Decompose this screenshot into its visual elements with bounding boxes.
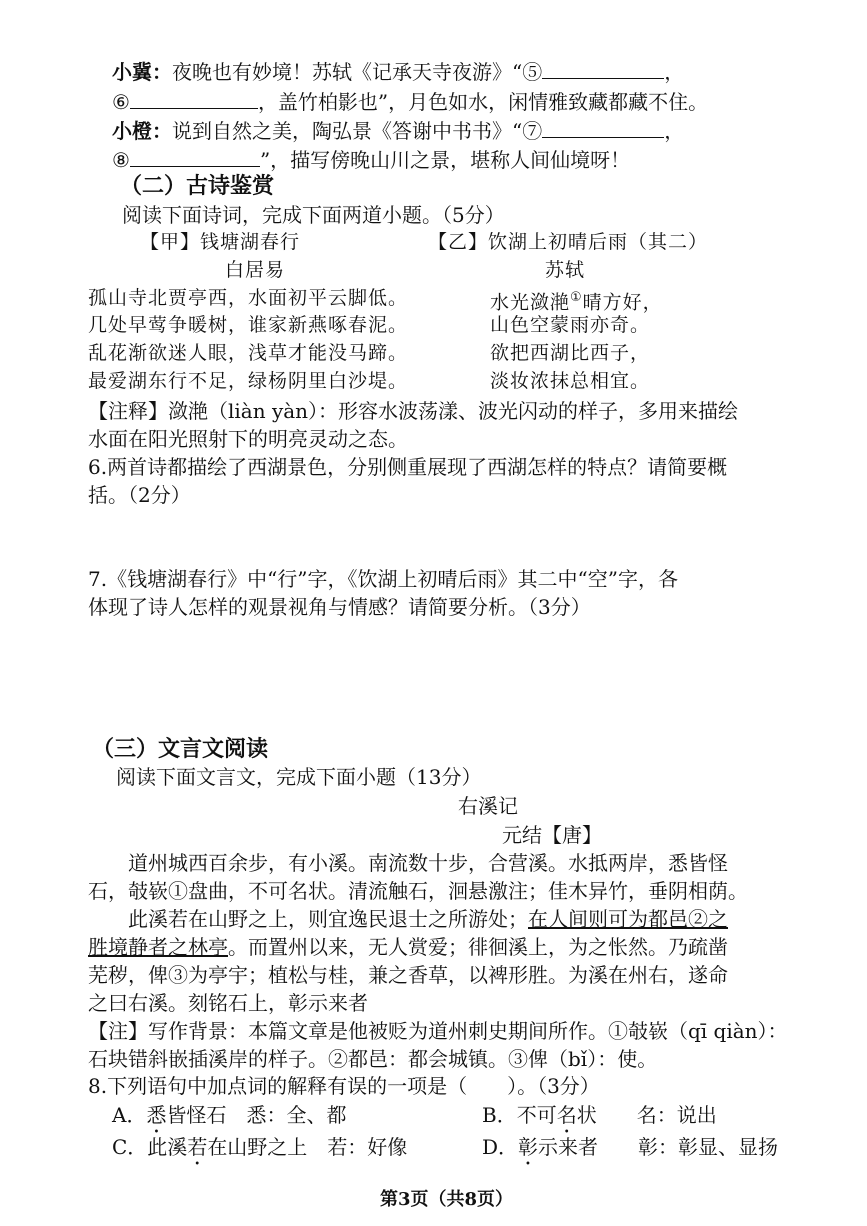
essay-line	[88, 933, 728, 961]
underlined-sentence: 在人间则可为都邑②之	[528, 907, 728, 931]
option-gloss: 彰：彰显、显扬	[638, 1135, 779, 1159]
section-heading-classical: （三）文言文阅读	[92, 736, 269, 762]
option-text: 状	[576, 1103, 597, 1127]
essay-author: 元结【唐】	[502, 823, 602, 847]
answer-blank-6[interactable]	[130, 88, 258, 109]
page-footer: 第3页（共8页）	[380, 1189, 514, 1210]
essay-line: 之曰右溪。刻铭石上，彰示来者	[88, 991, 368, 1015]
essay-line: 道州城西百余步，有小溪。南流数十步，合营溪。水抵两岸，悉皆怪	[128, 851, 728, 875]
poem-text: 水光潋滟	[490, 291, 571, 314]
poem-b-line: 山色空蒙雨亦奇。	[490, 314, 651, 336]
section-heading-poetry: （二）古诗鉴赏	[120, 173, 275, 199]
fill-in-line-3	[112, 117, 684, 145]
option-label: B．不可	[482, 1103, 557, 1127]
blank-number: ⑥	[112, 90, 130, 114]
answer-blank-7[interactable]	[542, 117, 664, 138]
poem-note: 水面在阳光照射下的明亮灵动之态。	[88, 427, 408, 451]
poem-text: 晴方好，	[582, 291, 663, 314]
poem-b-title: 【乙】饮湖上初晴后雨（其二）	[428, 231, 709, 253]
question-8: 8.下列语句中加点词的解释有误的一项是（ ）。（3分）	[88, 1074, 600, 1098]
fill-in-text: ”，描写傍晚山川之景，堪称人间仙境呀！	[259, 148, 631, 172]
question-6: 6.两首诗都描绘了西湖景色，分别侧重展现了西湖怎样的特点？请简要概	[88, 455, 728, 479]
fill-in-line-1	[112, 58, 684, 86]
option-text: 皆怪石	[166, 1103, 227, 1127]
blank-number: ⑧	[112, 148, 130, 172]
option-text: 示来者	[538, 1135, 599, 1159]
essay-line	[128, 905, 728, 933]
poem-b-line: 欲把西湖比西子，	[490, 342, 651, 364]
instruction: 阅读下面文言文，完成下面小题（13分）	[116, 765, 482, 789]
underlined-sentence: 胜境静者之林亭	[88, 935, 228, 959]
poem-a-line: 乱花渐欲迷人眼，浅草才能没马蹄。	[88, 342, 409, 364]
essay-text: 此溪若在山野之上，则宜逸民退士之所游处；	[128, 907, 528, 931]
option-c[interactable]	[112, 1133, 407, 1170]
dotted-word: 名	[556, 1103, 577, 1127]
instruction: 阅读下面诗词，完成下面两道小题。（5分）	[122, 203, 505, 227]
poem-a-title: 【甲】钱塘湖春行	[140, 231, 301, 253]
poem-a-author: 白居易	[225, 259, 286, 281]
question-7: 7.《钱塘湖春行》中“行”字，《饮湖上初晴后雨》其二中“空”字，各	[88, 567, 678, 591]
essay-note: 【注】写作背景：本篇文章是他被贬为道州刺史期间所作。①攲嵚（qī qiàn）：	[88, 1019, 788, 1043]
dotted-word: 悉	[146, 1103, 167, 1127]
question-6: 括。（2分）	[88, 483, 191, 507]
punct: ，	[664, 60, 685, 84]
option-gloss: 若：好像	[327, 1135, 408, 1159]
essay-title: 右溪记	[458, 794, 518, 818]
speaker-label: 小橙：	[112, 119, 172, 143]
essay-line: 石，攲嵚①盘曲，不可名状。清流触石，洄悬激注；佳木异竹，垂阴相荫。	[88, 879, 748, 903]
poem-b-author: 苏轼	[545, 259, 586, 281]
option-gloss: 名：说出	[636, 1103, 717, 1127]
option-label: C．此溪	[112, 1135, 188, 1159]
fill-in-line-2	[112, 88, 708, 116]
essay-line: 芜秽，俾③为亭宇；植松与桂，兼之香草，以裨形胜。为溪在州右，遂命	[88, 963, 728, 987]
poem-note: 【注释】潋滟（liàn yàn）：形容水波荡漾、波光闪动的样子，多用来描绘	[88, 399, 739, 423]
essay-text: 。而置州以来，无人赏爱；徘徊溪上，为之怅然。乃疏凿	[228, 935, 728, 959]
answer-blank-8[interactable]	[130, 146, 260, 167]
fill-in-text: 说到自然之美，陶弘景《答谢中书书》“⑦	[172, 119, 543, 143]
dotted-word: 若	[187, 1135, 208, 1159]
fill-in-text: ，盖竹柏影也”，月色如水，闲情雅致藏都藏不住。	[257, 90, 709, 114]
option-label: A．	[112, 1103, 147, 1127]
footnote-marker: ①	[570, 290, 583, 305]
poem-a-line: 最爱湖东行不足，绿杨阴里白沙堤。	[88, 370, 409, 392]
option-gloss: 悉：全、都	[246, 1103, 347, 1127]
option-text: 在山野之上	[207, 1135, 308, 1159]
punct: ，	[664, 119, 685, 143]
option-label: D．	[482, 1135, 519, 1159]
poem-a-line: 孤山寺北贾亭西，水面初平云脚低。	[88, 287, 409, 309]
fill-in-line-4	[112, 146, 630, 174]
poem-b-line: 淡妆浓抹总相宜。	[490, 370, 651, 392]
question-7: 体现了诗人怎样的观景视角与情感？请简要分析。（3分）	[88, 595, 591, 619]
dotted-word: 彰	[518, 1135, 539, 1159]
speaker-label: 小冀：	[112, 60, 172, 84]
answer-blank-5[interactable]	[542, 58, 664, 79]
option-d[interactable]	[482, 1133, 778, 1170]
essay-note: 石块错斜嵌插溪岸的样子。②都邑：都会城镇。③俾（bǐ）：使。	[88, 1047, 658, 1071]
fill-in-text: 夜晚也有妙境！苏轼《记承天寺夜游》“⑤	[172, 60, 543, 84]
poem-a-line: 几处早莺争暖树，谁家新燕啄春泥。	[88, 314, 409, 336]
